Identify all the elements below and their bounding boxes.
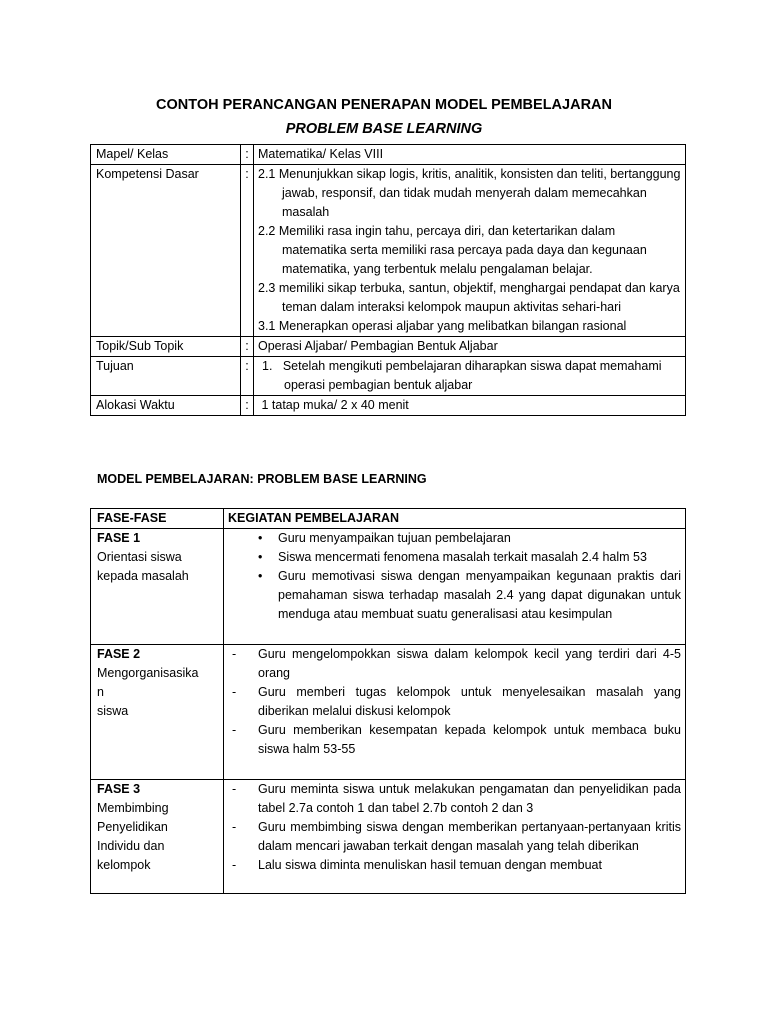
phase-desc-line: Individu dan <box>97 839 165 853</box>
info-row-topik <box>91 337 686 357</box>
info-colon: : <box>241 165 254 337</box>
info-label: Alokasi Waktu <box>91 396 241 416</box>
section-title: MODEL PEMBELAJARAN: PROBLEM BASE LEARNING <box>97 472 427 486</box>
info-table <box>90 144 686 416</box>
info-value: Operasi Aljabar/ Pembagian Bentuk Aljabar <box>254 337 686 357</box>
phase-name: FASE 1 <box>97 531 141 545</box>
activity-item: • Guru memotivasi siswa dengan menyampaikan kegunaan praktis dari pemahaman siswa terhadap masalah 2.4 yang dapat digunakan untuk menduga atau membuat suatu generalisasi atau kesimpulan <box>258 567 681 624</box>
phase-desc-line: Membimbing <box>97 801 169 815</box>
phase-desc-line: kelompok <box>97 858 151 872</box>
info-label: Kompetensi Dasar <box>91 165 241 337</box>
activity-item: - Guru meminta siswa untuk melakukan pengamatan dan penyelidikan pada tabel 2.7a contoh 1 dan tabel 2.7b contoh 2 dan 3 <box>232 780 681 818</box>
activity-item: • Siswa mencermati fenomena masalah terkait masalah 2.4 halm 53 <box>258 548 681 567</box>
phase-row-1 <box>91 529 686 645</box>
activity-item: - Lalu siswa diminta menuliskan hasil temuan dengan membuat <box>232 856 681 875</box>
phase-row-3 <box>91 780 686 894</box>
document-subtitle: PROBLEM BASE LEARNING <box>285 121 483 137</box>
phase-desc-line: siswa <box>97 704 129 718</box>
info-label: Topik/Sub Topik <box>91 337 241 357</box>
info-label: Mapel/ Kelas <box>91 145 241 165</box>
info-value: 1. Setelah mengikuti pembelajaran diharapkan siswa dapat memahami operasi pembagian bentuk aljabar <box>262 359 666 392</box>
header-kegiatan: KEGIATAN PEMBELAJARAN <box>224 509 686 529</box>
info-value: Matematika/ Kelas VIII <box>254 145 686 165</box>
phase-desc-line: Orientasi siswa <box>97 550 182 564</box>
activity-list <box>228 780 681 875</box>
document-title: CONTOH PERANCANGAN PENERAPAN MODEL PEMBELAJARAN <box>156 97 612 113</box>
kompetensi-item: 2.1 Menunjukkan sikap logis, kritis, analitik, konsisten dan teliti, bertanggung jawab, responsif, dan tidak mudah menyerah dalam memecahkan masalah <box>258 167 681 219</box>
info-row-mapel <box>91 145 686 165</box>
info-label: Tujuan <box>91 357 241 396</box>
info-colon: : <box>241 357 254 396</box>
phase-row-2 <box>91 645 686 780</box>
info-value: 1 tatap muka/ 2 x 40 menit <box>254 396 686 416</box>
kompetensi-item: 2.3 memiliki sikap terbuka, santun, objektif, menghargai pendapat dan karya teman dalam interaksi kelompok maupun aktivitas sehari-hari <box>258 281 680 314</box>
info-value-list <box>254 165 686 337</box>
activity-item: - Guru membimbing siswa dengan memberikan pertanyaan-pertanyaan kritis dalam mencari jawaban terkait dengan masalah yang telah diberikan <box>232 818 681 856</box>
phase-desc-line: Mengorganisasika <box>97 666 199 680</box>
phase-desc-line: kepada masalah <box>97 569 189 583</box>
info-row-alokasi <box>91 396 686 416</box>
info-row-kompetensi <box>91 165 686 337</box>
activity-list <box>228 529 681 624</box>
activity-item: - Guru memberi tugas kelompok untuk menyelesaikan masalah yang diberikan melalui diskusi kelompok <box>232 683 681 721</box>
header-fase: FASE-FASE <box>91 509 224 529</box>
info-colon: : <box>241 337 254 357</box>
activity-item: • Guru menyampaikan tujuan pembelajaran <box>258 529 681 548</box>
phases-table <box>90 508 686 894</box>
phase-desc-line: n <box>97 685 104 699</box>
kompetensi-item: 3.1 Menerapkan operasi aljabar yang melibatkan bilangan rasional <box>258 319 627 333</box>
info-colon: : <box>241 396 254 416</box>
info-colon: : <box>241 145 254 165</box>
activity-item: - Guru memberikan kesempatan kepada kelompok untuk membaca buku siswa halm 53-55 <box>232 721 681 759</box>
info-row-tujuan <box>91 357 686 396</box>
kompetensi-item: 2.2 Memiliki rasa ingin tahu, percaya diri, dan ketertarikan dalam matematika serta memiliki rasa percaya pada daya dan kegunaan matematika, yang terbentuk melalu pengalaman belajar. <box>258 224 647 276</box>
activity-item: - Guru mengelompokkan siswa dalam kelompok kecil yang terdiri dari 4-5 orang <box>232 645 681 683</box>
phases-header-row <box>91 509 686 529</box>
activity-list <box>228 645 681 759</box>
phase-desc-line: Penyelidikan <box>97 820 168 834</box>
phase-name: FASE 2 <box>97 647 141 661</box>
phase-name: FASE 3 <box>97 782 141 796</box>
